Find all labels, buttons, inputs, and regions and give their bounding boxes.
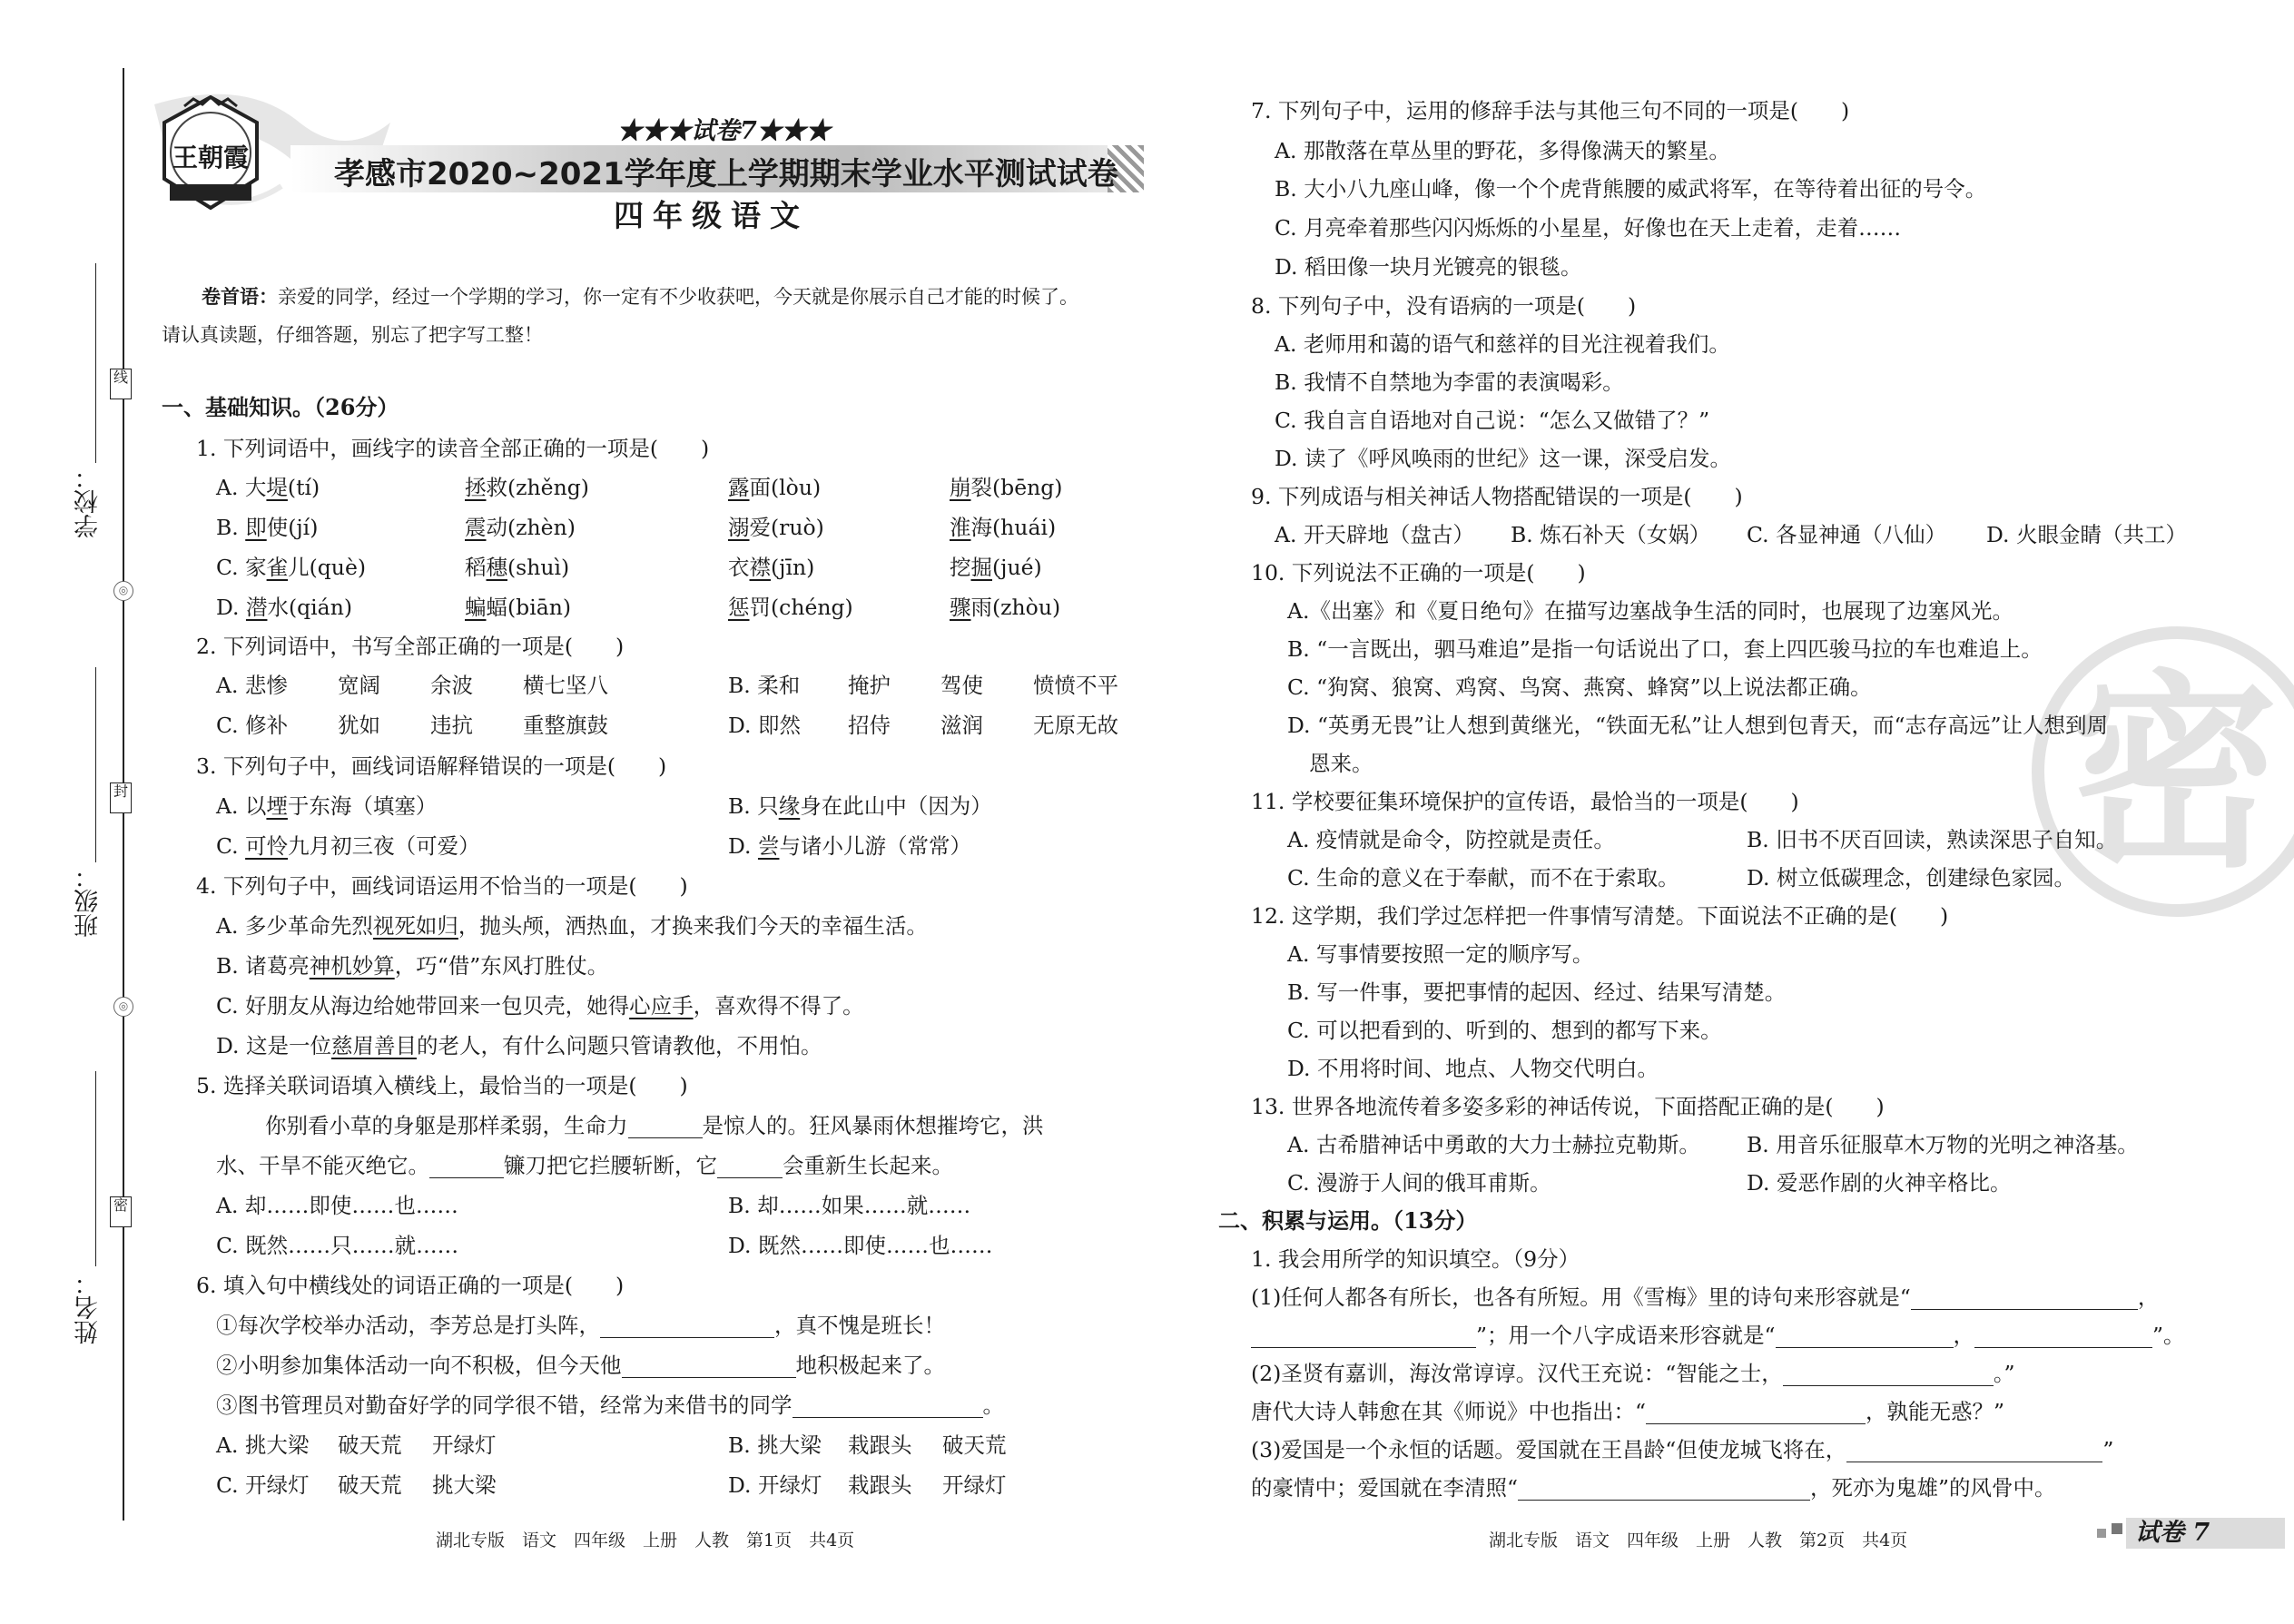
tab-dot (2112, 1523, 2122, 1534)
q1-option-c[interactable]: C. 家雀儿(què) (216, 555, 367, 580)
q1-option-c-2: 稻穗(shuì) (465, 555, 570, 580)
intro-line-2: 请认真读题，仔细答题，别忘了把字写工整！ (162, 324, 543, 346)
q11-option-b[interactable]: B. 旧书不厌百回读，熟读深思子自知。 (1747, 827, 2118, 852)
q12-option-a[interactable]: A. 写事情要按照一定的顺序写。 (1287, 941, 1594, 967)
class-label: 班级： (74, 864, 103, 938)
q6-sentence-3: ③图书管理员对勤奋好学的同学很不错，经常为来借书的同学 。 (216, 1393, 1004, 1418)
q5-stem: 5. 选择关联词语填入横线上，最恰当的一项是( ) (196, 1073, 688, 1098)
name-field[interactable] (95, 1071, 96, 1266)
q2-option-a[interactable]: A. 悲惨 宽阔 余波 横七坚八 (216, 673, 608, 698)
q8-option-b[interactable]: B. 我情不自禁地为李雷的表演喝彩。 (1275, 369, 1624, 395)
watermark-text: 密 (2070, 651, 2279, 896)
section-1-title: 一、基础知识。（26分） (162, 394, 399, 420)
q1-option-c-4: 挖掘(jué) (950, 555, 1042, 580)
class-field[interactable] (95, 667, 96, 862)
q6-stem: 6. 填入句中横线处的词语正确的一项是( ) (196, 1273, 625, 1298)
q7-option-a[interactable]: A. 那散落在草丛里的野花，多得像满天的繁星。 (1275, 138, 1730, 163)
q1-option-b-4: 淮海(huái) (950, 515, 1057, 540)
q10-option-d-cont: 恩来。 (1309, 751, 1373, 776)
q12-option-c[interactable]: C. 可以把看到的、听到的、想到的都写下来。 (1287, 1018, 1722, 1043)
q7-option-d[interactable]: D. 稻田像一块月光镀亮的银毯。 (1275, 254, 1582, 280)
q1-option-a-4: 崩裂(bēng) (950, 475, 1063, 500)
q13-option-a[interactable]: A. 古希腊神话中勇敢的大力士赫拉克勒斯。 (1287, 1132, 1700, 1157)
paper-tab-label: 试卷 7 (2135, 1519, 2210, 1547)
q9-option-d[interactable]: D. 火眼金睛（共工） (1986, 522, 2187, 547)
q8-option-d[interactable]: D. 读了《呼风唤雨的世纪》这一课，深受启发。 (1275, 446, 1731, 471)
q10-stem: 10. 下列说法不正确的一项是( ) (1251, 560, 1586, 586)
q2-1-line-5: (3)爱国是一个永恒的话题。爱国就在王昌龄“但使龙城飞将在， ” (1251, 1437, 2114, 1462)
q1-option-d-2: 蝙蝠(biān) (465, 595, 572, 620)
seal-mark-seal: 封 (110, 782, 132, 813)
q6-option-a[interactable]: A. 挑大梁 破天荒 开绿灯 (216, 1432, 497, 1458)
q12-option-b[interactable]: B. 写一件事，要把事情的起因、经过、结果写清楚。 (1287, 979, 1787, 1005)
q4-option-d[interactable]: D. 这是一位慈眉善目的老人，有什么问题只管请教他，不用怕。 (216, 1033, 822, 1058)
q5-option-a[interactable]: A. 却……即使……也…… (216, 1193, 458, 1218)
q6-sentence-1: ①每次学校举办活动，李芳总是打头阵， ，真不愧是班长！ (216, 1313, 945, 1338)
q13-stem: 13. 世界各地流传着多姿多彩的神话传说，下面搭配正确的是( ) (1251, 1094, 1885, 1119)
fill-blank-2[interactable] (1251, 1324, 1476, 1348)
q5-blank-3[interactable] (717, 1154, 783, 1178)
q13-option-c[interactable]: C. 漫游于人间的俄耳甫斯。 (1287, 1170, 1551, 1196)
q11-option-d[interactable]: D. 树立低碳理念，创建绿色家园。 (1747, 865, 2075, 891)
q4-option-c[interactable]: C. 好朋友从海边给她带回来一包贝壳，她得心应手，喜欢得不得了。 (216, 993, 864, 1019)
q13-option-b[interactable]: B. 用音乐征服草木万物的光明之神洛基。 (1747, 1132, 2139, 1157)
q1-option-d-4: 骤雨(zhòu) (950, 595, 1061, 620)
q2-1-line-3: (2)圣贤有嘉训，海汝常谆谆。汉代王充说：“智能之士， 。” (1251, 1361, 2015, 1386)
seal-mark-line: 线 (110, 369, 132, 399)
q12-stem: 12. 这学期，我们学过怎样把一件事情写清楚。下面说法不正确的是( ) (1251, 903, 1949, 929)
q7-stem: 7. 下列句子中，运用的修辞手法与其他三句不同的一项是( ) (1251, 98, 1850, 123)
paper-badge: ★★★试卷7★★★ (617, 117, 831, 145)
q3-option-a[interactable]: A. 以堙于东海（填塞） (216, 793, 438, 819)
q4-option-b[interactable]: B. 诸葛亮神机妙算，巧“借”东风打胜仗。 (216, 953, 609, 979)
q13-option-d[interactable]: D. 爱恶作剧的火神辛格比。 (1747, 1170, 2012, 1196)
q5-option-c[interactable]: C. 既然……只……就…… (216, 1233, 459, 1258)
exam-title: 孝感市2020~2021学年度上学期期末学业水平测试试卷 (334, 156, 1118, 192)
school-label: 学校： (74, 465, 103, 538)
q1-option-a[interactable]: A. 大堤(tí) (216, 475, 320, 500)
q2-1-line-6: 的豪情中；爱国就在李清照“ ，死亦为鬼雄”的风骨中。 (1251, 1475, 2056, 1501)
q1-option-d-3: 惩罚(chéng) (728, 595, 853, 620)
q6-option-d[interactable]: D. 开绿灯 栽跟头 开绿灯 (728, 1472, 1007, 1498)
fill-blank-3[interactable] (1776, 1324, 1954, 1348)
binding-knot-icon: ◎ (113, 581, 133, 601)
q7-option-b[interactable]: B. 大小八九座山峰，像一个个虎背熊腰的威武将军，在等待着出征的号令。 (1275, 176, 1987, 202)
fill-blank-6[interactable] (1646, 1400, 1866, 1424)
q5-option-d[interactable]: D. 既然……即使……也…… (728, 1233, 993, 1258)
q6-option-b[interactable]: B. 挑大梁 栽跟头 破天荒 (728, 1432, 1007, 1458)
paper-tab (2126, 1518, 2285, 1549)
q9-stem: 9. 下列成语与相关神话人物搭配错误的一项是( ) (1251, 484, 1743, 509)
publisher-logo (157, 95, 264, 212)
tab-dot (2097, 1529, 2106, 1538)
section-2-title: 二、积累与运用。（13分） (1218, 1207, 1478, 1234)
footer-page-2: 湖北专版 语文 四年级 上册 人教 第2页 共4页 (1489, 1530, 1908, 1550)
q10-option-d[interactable]: D. “英勇无畏”让人想到黄继光，“铁面无私”让人想到包青天，而“志存高远”让人想到周 (1287, 713, 2109, 738)
fill-blank-5[interactable] (1783, 1362, 1994, 1386)
q1-option-a-2: 拯救(zhěng) (465, 475, 589, 500)
footer-page-1: 湖北专版 语文 四年级 上册 人教 第1页 共4页 (436, 1530, 855, 1550)
name-label: 姓名： (74, 1271, 103, 1344)
q8-stem: 8. 下列句子中，没有语病的一项是( ) (1251, 293, 1637, 319)
q5-blank-1[interactable] (628, 1114, 703, 1138)
intro-line-1: 卷首语：亲爱的同学，经过一个学期的学习，你一定有不少收获吧，今天就是你展示自己才能的时候了。 (202, 285, 1078, 308)
q1-option-a-3: 露面(lòu) (728, 475, 822, 500)
q1-option-b-2: 震动(zhèn) (465, 515, 576, 540)
q2-option-d[interactable]: D. 即然 招侍 滋润 无原无故 (728, 713, 1118, 738)
q10-option-a[interactable]: A.《出塞》和《夏日绝句》在描写边塞战争生活的同时，也展现了边塞风光。 (1287, 598, 2013, 624)
q10-option-b[interactable]: B. “一言既出，驷马难追”是指一句话说出了口，套上四匹骏马拉的车也难追上。 (1287, 636, 2043, 662)
q9-option-c[interactable]: C. 各显神通（八仙） (1747, 522, 1947, 547)
q7-option-c[interactable]: C. 月亮牵着那些闪闪烁烁的小星星，好像也在天上走着，走着…… (1275, 215, 1902, 241)
q5-blank-2[interactable] (429, 1154, 504, 1178)
binding-knot-icon: ◎ (113, 997, 133, 1017)
q2-1-stem: 1. 我会用所学的知识填空。（9分） (1251, 1246, 1580, 1272)
q6-blank-1[interactable] (600, 1314, 774, 1338)
q11-stem: 11. 学校要征集环境保护的宣传语，最恰当的一项是( ) (1251, 789, 1799, 814)
q2-option-b[interactable]: B. 柔和 掩护 驾使 愤愤不平 (728, 673, 1118, 698)
q6-sentence-2: ②小明参加集体活动一向不积极，但今天他 地积极起来了。 (216, 1353, 945, 1378)
q4-stem: 4. 下列句子中，画线词语运用不恰当的一项是( ) (196, 873, 688, 899)
q1-stem: 1. 下列词语中，画线字的读音全部正确的一项是( ) (196, 436, 710, 461)
q1-option-b-3: 溺爱(ruò) (728, 515, 824, 540)
q2-1-line-1: (1)任何人都各有所长，也各有所短。用《雪梅》里的诗句来形容就是“ ， (1251, 1284, 2160, 1310)
q1-option-d[interactable]: D. 潜水(qián) (216, 595, 352, 620)
q8-option-c[interactable]: C. 我自言自语地对自己说：“怎么又做错了？” (1275, 408, 1710, 433)
q4-option-a[interactable]: A. 多少革命先烈视死如归，抛头颅，洒热血，才换来我们今天的幸福生活。 (216, 913, 928, 939)
fill-blank-8[interactable] (1518, 1476, 1810, 1501)
logo-text: 王朝霞 (172, 143, 249, 172)
q3-option-c[interactable]: C. 可怜九月初三夜（可爱） (216, 833, 480, 859)
q8-option-a[interactable]: A. 老师用和蔼的语气和慈祥的目光注视着我们。 (1275, 331, 1730, 357)
fill-blank-7[interactable] (1846, 1438, 2102, 1462)
school-field[interactable] (95, 263, 96, 463)
q3-option-b[interactable]: B. 只缘身在此山中（因为） (728, 793, 992, 819)
q9-option-a[interactable]: A. 开天辟地（盘古） (1275, 522, 1474, 547)
q6-option-c[interactable]: C. 开绿灯 破天荒 挑大梁 (216, 1472, 497, 1498)
q1-option-b[interactable]: B. 即使(jí) (216, 515, 319, 540)
fill-blank-4[interactable] (1974, 1324, 2152, 1348)
q2-stem: 2. 下列词语中，书写全部正确的一项是( ) (196, 634, 625, 659)
q2-option-c[interactable]: C. 修补 犹如 违抗 重整旗鼓 (216, 713, 608, 738)
q3-option-d[interactable]: D. 尝与诸小儿游（常常） (728, 833, 971, 859)
q6-blank-2[interactable] (622, 1353, 796, 1378)
q3-stem: 3. 下列句子中，画线词语解释错误的一项是( ) (196, 753, 667, 779)
q1-option-c-3: 衣襟(jīn) (728, 555, 815, 580)
q11-option-a[interactable]: A. 疫情就是命令，防控就是责任。 (1287, 827, 1615, 852)
q2-1-line-4: 唐代大诗人韩愈在其《师说》中也指出：“ ，孰能无惑？” (1251, 1399, 2005, 1424)
q5-passage-1: 你别看小草的身躯是那样柔弱，生命力 是惊人的。狂风暴雨休想摧垮它，洪 (265, 1113, 1044, 1138)
fill-blank-1[interactable] (1911, 1285, 2138, 1310)
q11-option-c[interactable]: C. 生命的意义在于奉献，而不在于索取。 (1287, 865, 1679, 891)
q9-option-b[interactable]: B. 炼石补天（女娲） (1511, 522, 1711, 547)
q5-option-b[interactable]: B. 却……如果……就…… (728, 1193, 971, 1218)
q10-option-c[interactable]: C. “狗窝、狼窝、鸡窝、鸟窝、燕窝、蜂窝”以上说法都正确。 (1287, 674, 1872, 700)
q5-passage-2: 水、干旱不能灭绝它。 镰刀把它拦腰斩断，它 会重新生长起来。 (216, 1153, 953, 1178)
q12-option-d[interactable]: D. 不用将时间、地点、人物交代明白。 (1287, 1056, 1659, 1081)
subject-title: 四年级语文 (614, 198, 809, 233)
q2-1-line-2: ”；用一个八字成语来形容就是“ ， ”。 (1251, 1319, 2185, 1352)
seal-mark-secret: 密 (110, 1196, 132, 1227)
q6-blank-3[interactable] (793, 1393, 983, 1418)
